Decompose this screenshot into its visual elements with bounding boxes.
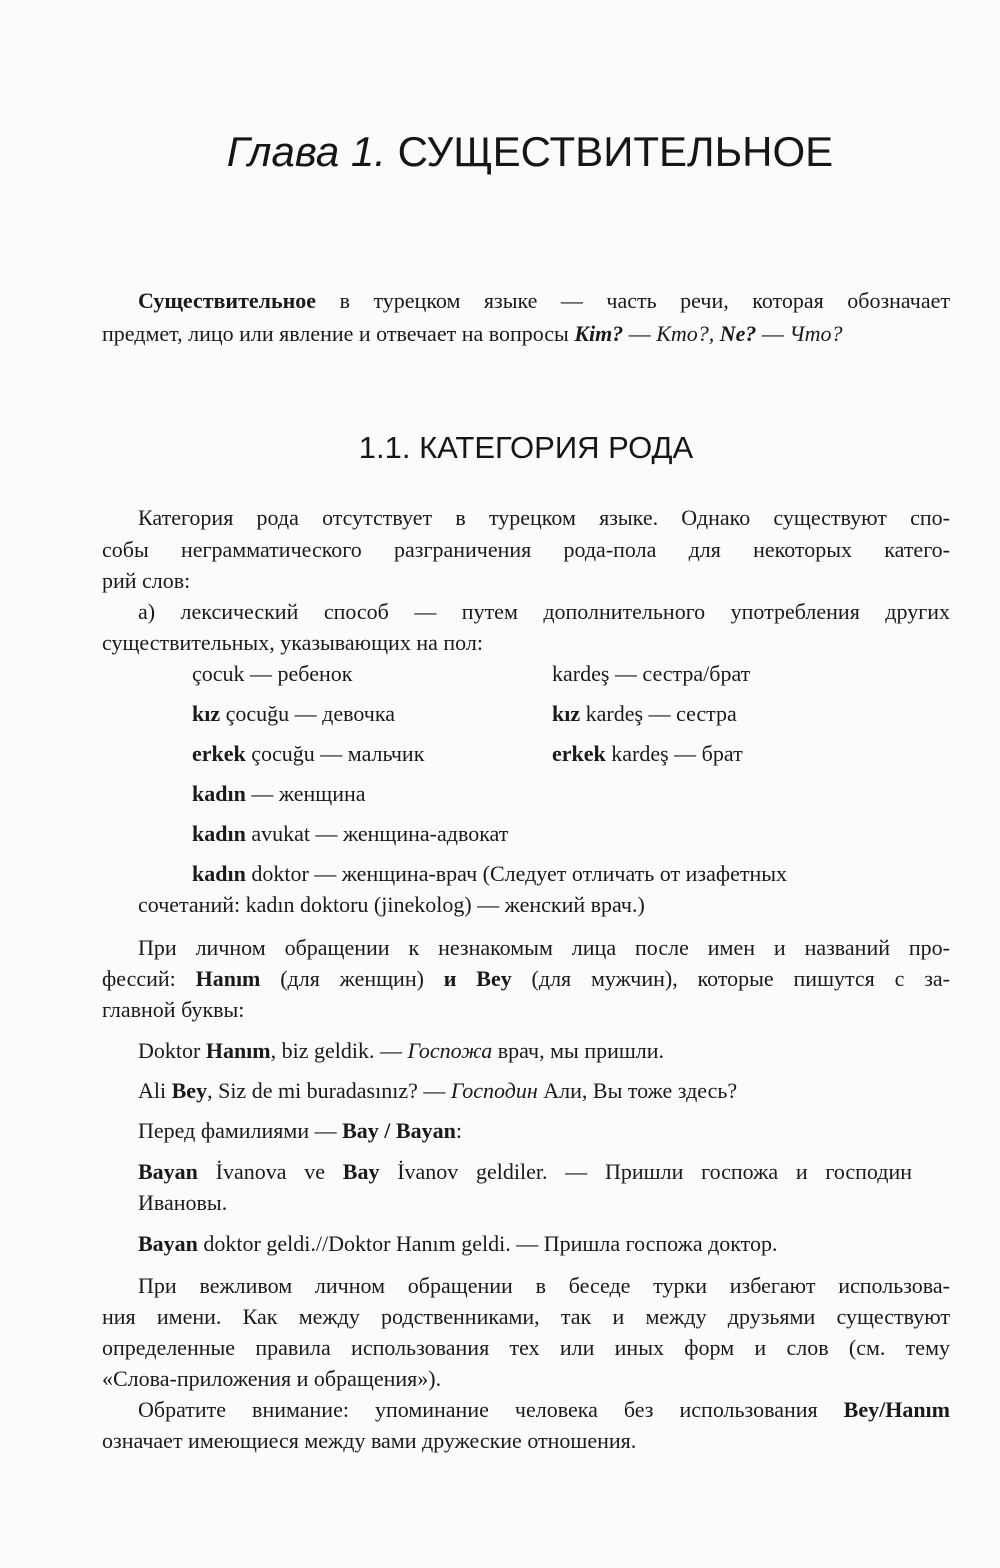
paragraph-line: Обратите внимание: упоминание человека без использования Bey/Hanım (138, 1397, 950, 1422)
sample-sentence: Ali Bey, Siz de mi buradasınız? — Господин Али, Вы тоже здесь? (138, 1078, 738, 1103)
sample-sentence: Doktor Hanım, biz geldik. — Госпожа врач, мы пришли. (138, 1038, 665, 1063)
paragraph-line: собы неграмматического разграничения рода-пола для некоторых катего- (102, 537, 950, 562)
paragraph-line: фессий: Hanım (для женщин) и Bey (для мужчин), которые пишутся с за- (102, 966, 950, 991)
paragraph-line: а) лексический способ — путем дополнительного употребления других (138, 599, 950, 624)
paragraph-line: означает имеющиеся между вами дружеские отношения. (102, 1428, 637, 1453)
example-line: сочетаний: kadın doktoru (jinekolog) — женский врач.) (138, 892, 645, 917)
paragraph-line: При вежливом личном обращении в беседе турки избегают использова- (138, 1273, 950, 1298)
intro-line-2: предмет, лицо или явление и отвечает на вопросы Kim? — Кто?, Ne? — Что? (102, 321, 843, 346)
paragraph-line: определенные правила использования тех или иных форм и слов (см. тему (102, 1335, 950, 1360)
paragraph-line: ния имени. Как между родственниками, так и между друзьями существуют (102, 1304, 950, 1329)
section-heading: 1.1. КАТЕГОРИЯ РОДА (358, 430, 694, 465)
sample-sentence: Перед фамилиями — Bay / Bayan: (138, 1118, 462, 1143)
paragraph-line: «Слова-приложения и обращения»). (102, 1366, 442, 1391)
paragraph-line: При личном обращении к незнакомым лица после имен и названий про- (138, 935, 950, 960)
example-line: kadın doktor — женщина-врач (Следует отличать от изафетных (192, 861, 788, 886)
example-line: kadın avukat — женщина-адвокат (192, 821, 509, 846)
chapter-name: СУЩЕСТВИТЕЛЬНОЕ (397, 128, 834, 175)
sample-sentence: Bayan doktor geldi.//Doktor Hanım geldi. — Пришла госпожа доктор. (138, 1231, 778, 1256)
example-right: erkek kardeş — брат (552, 741, 743, 766)
chapter-title (0, 128, 1000, 176)
paragraph-line: существительных, указывающих на пол: (102, 630, 483, 655)
example-left: kız çocuğu — девочка (192, 701, 395, 726)
example-line: kadın — женщина (192, 781, 366, 806)
paragraph-line: главной буквы: (102, 997, 245, 1022)
example-right: kardeş — сестра/брат (552, 661, 751, 686)
intro-line-1: Существительное в турецком языке — часть речи, которая обозначает (138, 288, 950, 313)
paragraph-line: Категория рода отсутствует в турецком языке. Однако существуют спо- (138, 505, 950, 530)
paragraph-line: рий слов: (102, 568, 191, 593)
sample-sentence: Bayan İvanova ve Bay İvanov geldiler. — Пришли госпожа и господин (138, 1159, 913, 1184)
example-left: erkek çocuğu — мальчик (192, 741, 425, 766)
example-left: çocuk — ребенок (192, 661, 353, 686)
example-right: kız kardeş — сестра (552, 701, 737, 726)
chapter-number: Глава 1. (226, 128, 386, 175)
sample-sentence: Ивановы. (138, 1190, 228, 1215)
